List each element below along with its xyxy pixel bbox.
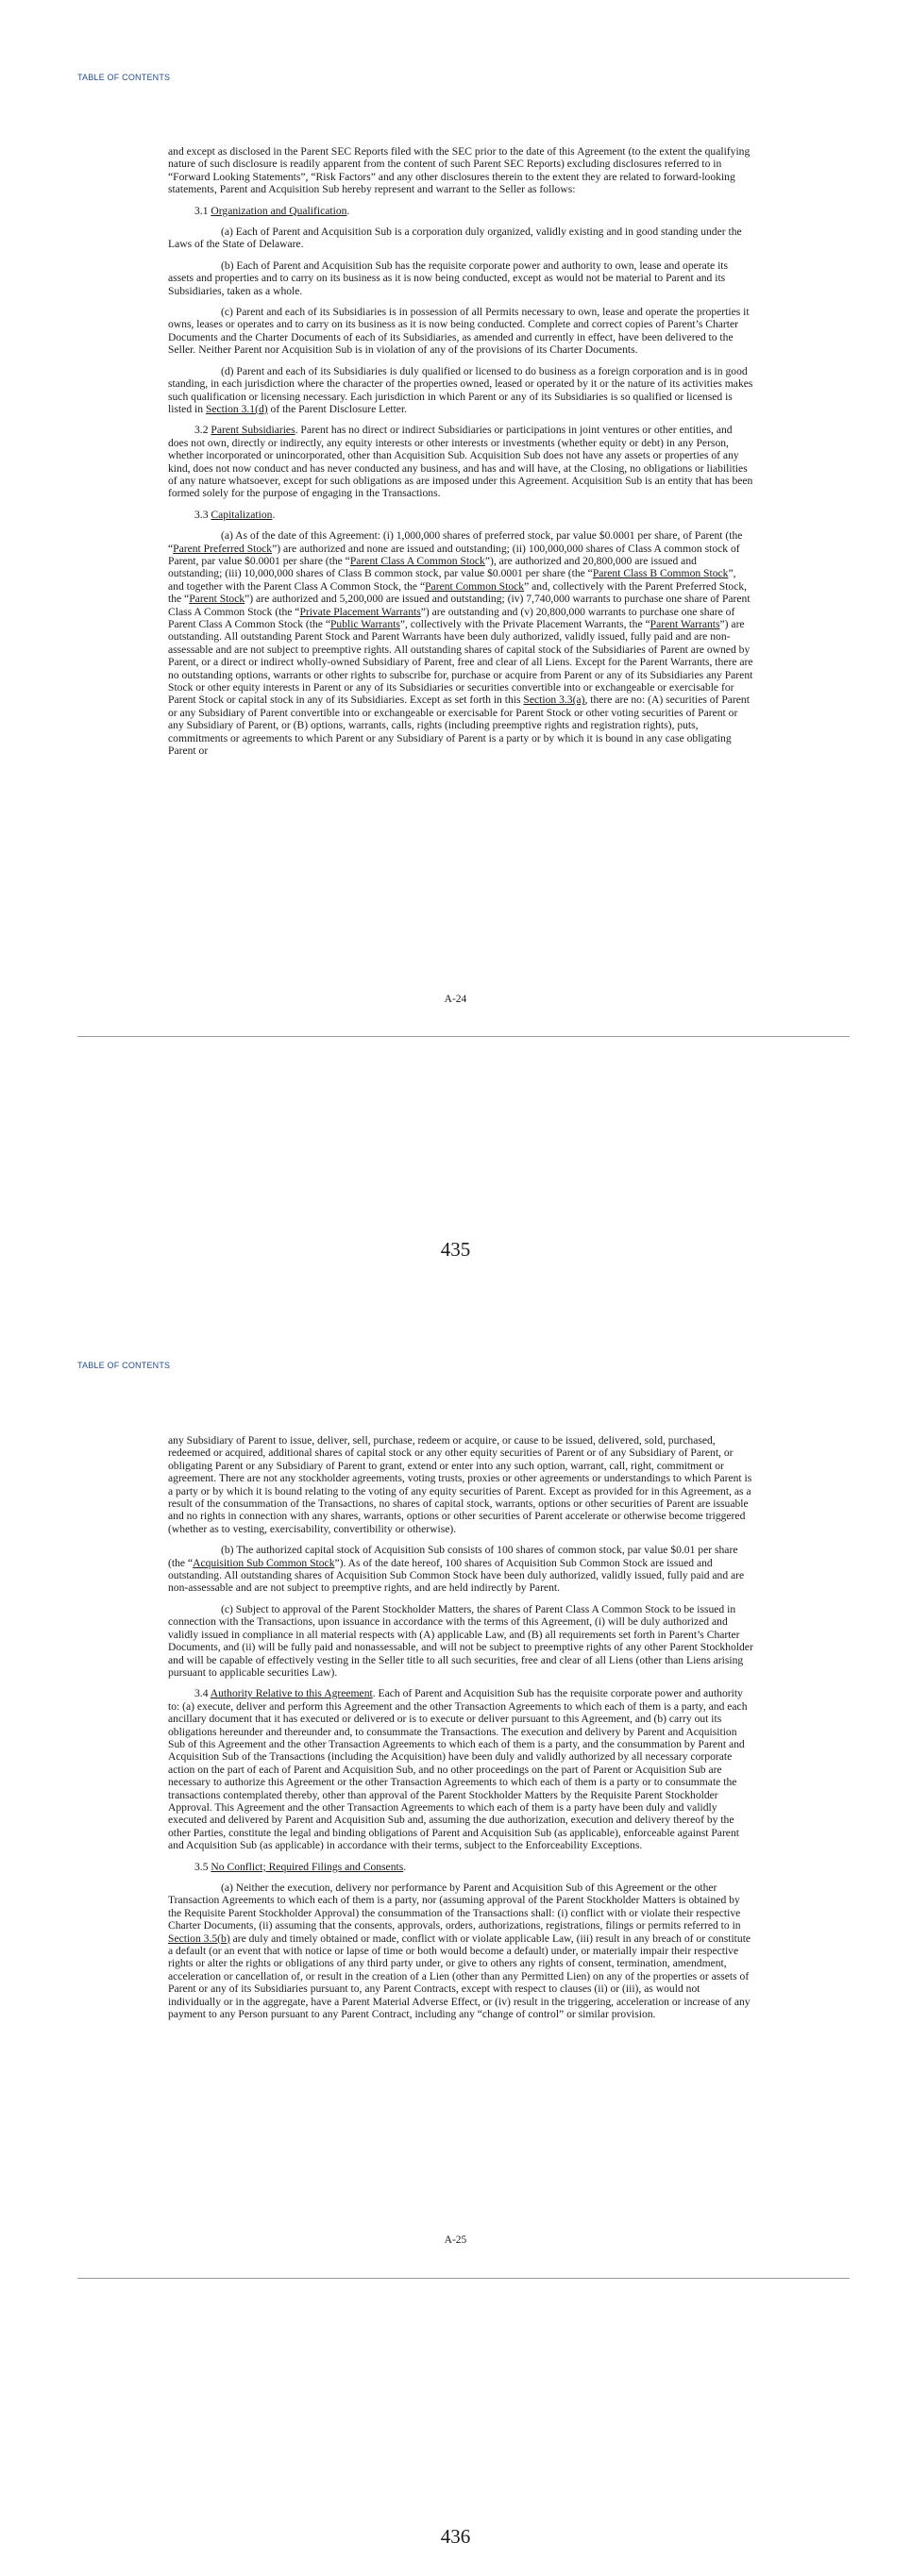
text: ”, collectively with the Private Placement Warrants, the “: [399, 618, 650, 630]
section-reference-link[interactable]: Section 3.3(a): [523, 694, 585, 707]
text: (b) The authorized capital stock of Acquisition Sub consists of 100 shares of common stock, par value $0.01 per share (the “: [168, 1544, 738, 1569]
continued-paragraph: any Subsidiary of Parent to issue, deliver, sell, purchase, redeem or acquire, or cause to be issued, delivered, sold, purchased, redeemed or acquired, additional shares of capital stock or any other equity securities of Parent or of any Subsidiary of Parent, or obligating Parent or any Subsidiary of Parent to grant, extend or enter into any such option, warrant, call, right, commitment or agreement. There are not any stockholder agreements, voting trusts, proxies or other agreements or understandings to which Parent is a party or by which it is bound relating to the voting of any equity securities of Parent. Except as provided for in this Agreement, as a result of the consummation of the Transactions, no shares of capital stock, warrants, options or other securities of Parent are issuable and no rights in connection with any shares, warrants, options or other securities of Parent accelerate or otherwise become triggered (whether as to vesting, exercisability, convertibility or otherwise).: [168, 1434, 752, 1535]
text: ”) are outstanding and (v) 20,800,000 warrants to purchase one share of Parent Class A Common Stock (the “: [168, 605, 735, 630]
section-title: Capitalization: [211, 508, 273, 521]
defined-term: Parent Warrants: [650, 618, 720, 630]
intro-paragraph: and except as disclosed in the Parent SEC Reports filed with the SEC prior to the date of this Agreement (to the extent the qualifying nature of such disclosure is readily apparent from the content of such Parent SEC Reports) excluding disclosures referred to in “Forward Looking Statements”, “Risk Factors” and any other disclosures therein to the extent they are related to forward-looking statements, Parent and Acquisition Sub hereby represent and warrant to the Seller as follows:: [168, 145, 751, 196]
text: ”). As of the date hereof, 100 shares of Acquisition Sub Common Stock are issued and outstanding. All outstanding shares of Acquisition Sub Common Stock have been duly authorized, validly issued, fully paid and are non-assessable and are not subject to preemptive rights, and are held indirectly by Parent.: [168, 1556, 745, 1595]
defined-term: Public Warrants: [329, 618, 400, 630]
section-3-3-b: [168, 1544, 753, 1595]
page-number: 435: [440, 1238, 471, 1261]
page-436-body: [168, 1434, 753, 2029]
defined-term: Parent Stock: [189, 593, 245, 606]
section-3-5-a: [168, 1882, 753, 2020]
text: . Each of Parent and Acquisition Sub has the requisite corporate power and authority to: (a) execute, deliver and perform this Agreement and the other Transaction Agreements to which each of them is a party, and each ancillary document that it has executed or delivered or is to execute or deliver pursuant to this Agreement, and (b) carry out its obligations hereunder and thereunder and, to consummate the Transactions. The execution and delivery by Parent and Acquisition Sub of this Agreement and the other Transaction Agreements to which each of them is a party, and the consummation by Parent and Acquisition Sub of the Transactions (including the Acquisition) have been duly and validly authorized by all necessary corporate action on the part of each of Parent and Acquisition Sub, and no other proceedings on the part of Parent or Acquisition Sub are necessary to authorize this Agreement or the other Transaction Agreements to which each of them is a party or to consummate the transactions contemplated thereby, other than approval of the Parent Stockholder Matters by the Requisite Parent Stockholder Approval. This Agreement and the other Transaction Agreements to which each of them is a party have been duly and validly executed and delivered by Parent and Acquisition Sub and, assuming the due authorization, execution and delivery thereof by the other Parties, constitute the legal and binding obligations of Parent and Acquisition Sub (as applicable), enforceable against Parent and Acquisition Sub (as applicable) in accordance with their terms, subject to the Enforceability Exceptions.: [168, 1687, 748, 1852]
section-number: 3.5: [194, 1860, 211, 1873]
text: of the Parent Disclosure Letter.: [267, 402, 408, 415]
text: . Parent has no direct or indirect Subsidiaries or participations in joint ventures or other entities, and does not own, directly or indirectly, any equity interests or other interests or investments (whether equity or debt) in any Person, whether incorporated or unincorporated, other than Acquisition Sub. Acquisition Sub does not have any assets or properties of any kind, does not now conduct and has never conducted any business, and has and will have, at the Closing, no obligations or liabilities of any nature whatsoever, except for such obligations as are imposed under this Agreement. Acquisition Sub is an entity that has been formed solely for the purpose of engaging in the Transactions.: [168, 424, 753, 500]
defined-term: Private Placement Warrants: [299, 605, 421, 618]
section-number: 3.1: [194, 204, 211, 217]
section-title: Parent Subsidiaries: [211, 424, 295, 437]
section-number: 3.3: [194, 508, 211, 521]
section-number: 3.4: [194, 1687, 211, 1700]
text: are duly and timely obtained or made, conflict with or violate applicable Law, (iii) result in any breach of or constitute a default (or an event that with notice or lapse of time or both would become a default) under, or materially impair their respective rights or alter the rights or obligations of any third party under, or give to others any rights of consent, termination, amendment, acceleration or cancellation of, or result in the creation of a Lien (other than any Permitted Lien) on any of the properties or assets of Parent or any of its Subsidiaries pursuant to, any Parent Contracts, except with respect to clauses (ii) or (iii), as would not individually or in the aggregate, have a Parent Material Adverse Effect, or (iv) result in the triggering, acceleration or increase of any payment to any Person pursuant to any Parent Contract, including any “change of control” or similar provision.: [168, 1932, 751, 2021]
defined-term: Parent Class A Common Stock: [349, 554, 485, 567]
section-3-1-b: (b) Each of Parent and Acquisition Sub has the requisite corporate power and authority to own, lease and operate its assets and properties and to carry on its business as it is now being conducted, except as would not be material to Parent and its Subsidiaries, taken as a whole.: [168, 259, 729, 297]
section-number: 3.2: [194, 424, 211, 437]
section-reference-link[interactable]: Section 3.1(d): [205, 402, 268, 415]
page-number: 436: [440, 2525, 471, 2548]
section-3-1-a: (a) Each of Parent and Acquisition Sub is a corporation duly organized, validly existing and in good standing under the Laws of the State of Delaware.: [168, 226, 742, 251]
text: , there are no: (A) securities of Parent or any Subsidiary of Parent convertible into or exchangeable or exercisable for Parent Stock or other voting securities of Parent or any Subsidiary of Parent, or (B) options, warrants, calls, rights (including preemptive rights and registration rights), puts, commitments or agreements to which Parent or any Subsidiary of Parent is a party or by which it is bound in any case obligating Parent or: [168, 694, 750, 758]
section-3-2: [168, 424, 753, 499]
text: ” and, collectively with the Parent Preferred Stock, the “: [168, 579, 748, 606]
defined-term: Acquisition Sub Common Stock: [193, 1556, 335, 1569]
text: (a) Neither the execution, delivery nor performance by Parent and Acquisition Sub of this Agreement or the other Transaction Agreements to which each of them is a party, nor (assuming approval of the Parent Stockholder Matters is obtained by the Requisite Parent Stockholder Approval) the consummation of the Transactions shall: (i) conflict with or violate their respective Charter Documents, (ii) assuming that the consents, approvals, orders, authorizations, registrations, filings or permits referred to in: [168, 1882, 741, 1932]
page-footer: A-25: [444, 2234, 467, 2246]
section-3-3-heading: 3.3 Capitalization.: [194, 508, 276, 521]
table-of-contents-link[interactable]: TABLE OF CONTENTS: [77, 73, 171, 82]
page-435-body: [168, 145, 753, 765]
section-title: No Conflict; Required Filings and Consents: [211, 1860, 404, 1873]
section-3-3-a: [168, 529, 753, 757]
text: ”, and together with the Parent Class A Common Stock, the “: [168, 567, 736, 593]
text: (a) As of the date of this Agreement: (i) 1,000,000 shares of preferred stock, par value $0.0001 per share, of Parent (the “: [168, 529, 743, 555]
table-of-contents-link[interactable]: TABLE OF CONTENTS: [77, 1361, 171, 1370]
defined-term: Parent Common Stock: [425, 579, 525, 593]
page-divider: [77, 2278, 850, 2279]
section-title: Authority Relative to this Agreement: [210, 1687, 373, 1700]
section-3-1-d: [168, 365, 753, 416]
text: ”) are authorized and none are issued and outstanding; (ii) 100,000,000 shares of Class A common stock of Parent, par value $0.0001 per share (the “: [168, 542, 740, 567]
section-title: Organization and Qualification: [211, 204, 347, 217]
section-3-5-heading: 3.5 No Conflict; Required Filings and Consents.: [194, 1860, 407, 1873]
text: ”), are authorized and 20,800,000 are issued and outstanding; (iii) 10,000,000 shares of Class B common stock, par value $0.0001 per share (the “: [168, 554, 697, 580]
text: ”) are outstanding. All outstanding Parent Stock and Parent Warrants have been duly authorized, validly issued, fully paid and are non-assessable and are not subject to preemptive rights. All outstanding shares of capital stock of the Subsidiaries of Parent are owned by Parent, or a direct or indirect wholly-owned Subsidiary of Parent, free and clear of all Liens. Except for the Parent Warrants, there are no outstanding options, warrants or other rights to subscribe for, purchase or acquire from Parent or any of its Subsidiaries any Parent Stock or other equity interests in Parent or any of its Subsidiaries or securities convertible into or exchangeable or exercisable for Parent Stock or capital stock in any of its Subsidiaries. Except as set forth in this: [168, 618, 753, 707]
section-3-1-c: (c) Parent and each of its Subsidiaries is in possession of all Permits necessary to own, lease and operate the properties it owns, leases or operates and to carry on its business as it is now being conducted. Complete and correct copies of Parent’s Charter Documents and the Charter Documents of each of its Subsidiaries, as amended and currently in effect, have been delivered to the Seller. Neither Parent nor Acquisition Sub is in violation of any of the provisions of its Charter Documents.: [168, 306, 750, 357]
page-footer: A-24: [444, 994, 467, 1005]
text: (d) Parent and each of its Subsidiaries is duly qualified or licensed to do business as a foreign corporation and is in good standing, in each jurisdiction where the character of the properties owned, leased or operated by it or the nature of its activities makes such qualification or licensing necessary. Each jurisdiction in which Parent or any of its Subsidiaries is so qualified or licensed is listed in: [168, 364, 753, 415]
page-divider: [77, 1036, 850, 1037]
section-3-4: [168, 1687, 753, 1851]
section-3-3-c: (c) Subject to approval of the Parent Stockholder Matters, the shares of Parent Class A Common Stock to be issued in connection with the Transactions, upon issuance in accordance with the terms of this Agreement, (i) will be duly authorized and validly issued in compliance in all material respects with (A) applicable Law, and (B) all requirements set forth in Parent’s Charter Documents, and (ii) will be fully paid and nonassessable, and will not be subject to preemptive rights of any other Parent Stockholder and will be capable of effectively vesting in the Seller title to all such securities, free and clear of all Liens (other than Liens arising pursuant to applicable securities Law).: [168, 1602, 753, 1679]
defined-term: Parent Preferred Stock: [173, 542, 273, 555]
defined-term: Parent Class B Common Stock: [592, 567, 729, 580]
section-3-1-heading: 3.1 Organization and Qualification.: [194, 204, 350, 217]
text: ”) are authorized and 5,200,000 are issued and outstanding; (iv) 7,740,000 warrants to purchase one share of Parent Class A Common Stock (the “: [168, 593, 751, 618]
section-reference-link[interactable]: Section 3.5(b): [168, 1932, 230, 1945]
